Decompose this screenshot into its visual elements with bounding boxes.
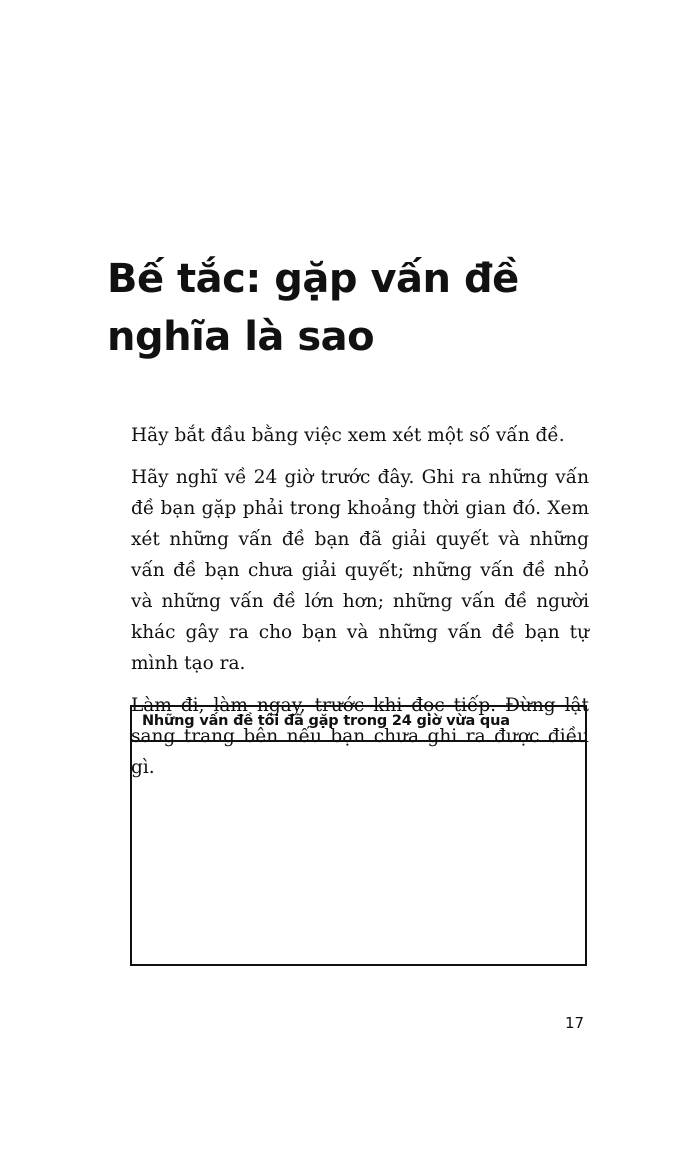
chapter-title [107,250,627,366]
chapter-title-line-2: nghĩa là sao [107,314,375,360]
notes-box [130,705,587,966]
notes-box-header: Những vấn đề tôi đã gặp trong 24 giờ vừa qua [132,707,585,742]
chapter-title-line-1: Bế tắc: gặp vấn đề [107,256,519,302]
paragraph-intro: Hãy bắt đầu bằng việc xem xét một số vấn đề. [131,425,565,446]
paragraph-call-to-action: Làm đi, làm ngay, trước khi đọc tiếp. Đừng lật sang trang bên nếu bạn chưa ghi ra được điều gì. [131,695,589,778]
page-number: 17 [565,1014,585,1032]
paragraph-instructions: Hãy nghĩ về 24 giờ trước đây. Ghi ra những vấn đề bạn gặp phải trong khoảng thời gian đó. Xem xét những vấn đề bạn đã giải quyết và những vấn đề bạn chưa giải quyết; những vấn đề nhỏ và những vấn đề lớn hơn; những vấn đề người khác gây ra cho bạn và những vấn đề bạn tự mình tạo ra. [131,467,589,674]
notes-input-area[interactable] [132,742,585,962]
